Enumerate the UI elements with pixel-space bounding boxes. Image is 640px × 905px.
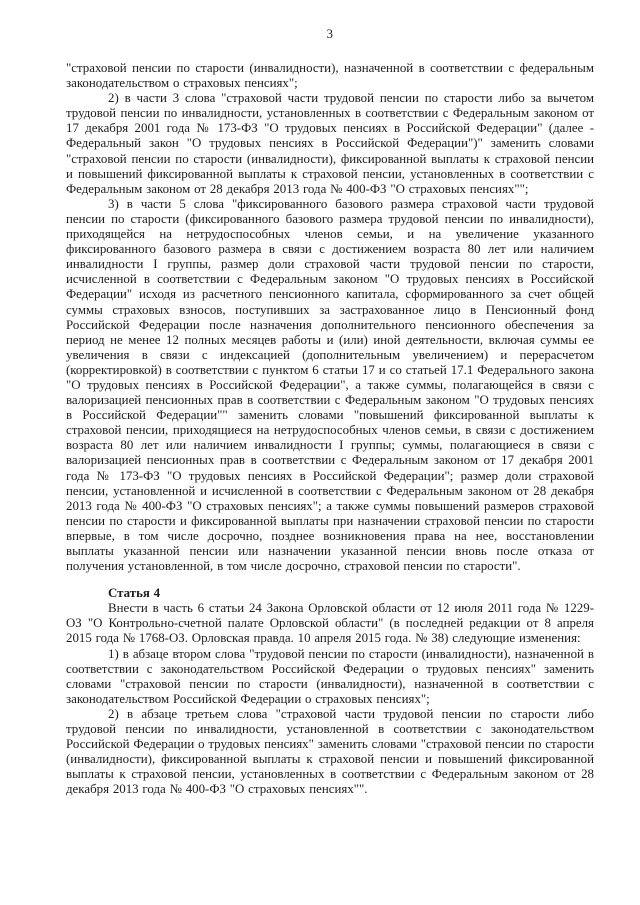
paragraph: 3) в части 5 слова "фиксированного базового размера страховой части трудовой пенсии по старости (фиксированного базового размера трудовой пенсии по инвалидности), приходящейся на нетрудоспособных членов семьи, и на увеличение указанного фиксированного базового размера в связи с достижением возраста 80 лет или наличием инвалидности I группы, размер доли страховой части трудовой пенсии по старости, исчисленной в соответствии с Федеральным законом "О трудовых пенсиях в Российской Федерации" исходя из расчетного пенсионного капитала, сформированного за счет общей суммы страховых взносов, поступивших за застрахованное лицо в Пенсионный фонд Российской Федерации после назначения дополнительного пенсионного обеспечения за период не менее 12 полных месяцев работы и (или) иной деятельности, включая суммы ее увеличения в связи с индексацией (дополнительным увеличением) и перерасчетом (корректировкой) в соответствии с пунктом 6 статьи 17 и со статьей 17.1 Федерального закона "О трудовых пенсиях в Российской Федерации", а также суммы, полагающейся в связи с валоризацией пенсионных прав в соответствии с Федеральным законом "О трудовых пенсиях в Российской Федерации"" заменить словами "повышений фиксированной выплаты к страховой пенсии, приходящиеся на нетрудоспособных членов семьи, в связи с достижением возраста 80 лет или наличием инвалидности I группы; суммы, полагающиеся в связи с валоризацией пенсионных прав в соответствии с Федеральным законом от 17 декабря 2001 года № 173-ФЗ "О трудовых пенсиях в Российской Федерации"; размер доли страховой пенсии, установленной и исчисленной в соответствии с Федеральным законом от 28 декабря 2013 года № 400-ФЗ "О страховых пенсиях"; а также суммы повышений размеров страховой пенсии по старости и фиксированной выплаты при назначении страховой пенсии по старости впервые, в том числе досрочно, позднее возникновения права на нее, восстановлении выплаты указанной пенсии или назначении указанной пенсии вновь после отказа от получения установленной, в том числе досрочно, страховой пенсии по старости". xyxy=(66,196,594,574)
paragraph: 1) в абзаце втором слова "трудовой пенсии по старости (инвалидности), назначенной в соответствии с законодательством Российской Федерации о трудовых пенсиях" заменить словами "страховой пенсии по старости (инвалидности), назначенной в соответствии с законодательством Российской Федерации о страховых пенсиях"; xyxy=(66,646,594,706)
paragraph: 2) в абзаце третьем слова "страховой части трудовой пенсии по старости либо трудовой пенсии по инвалидности, установленной в соответствии с законодательством Российской Федерации о трудовых пенсиях" заменить словами "страховой пенсии по старости (инвалидности), фиксированной выплаты к страховой пенсии и повышений фиксированной выплаты к страховой пенсии, установленных в соответствии с Федеральным законом от 28 декабря 2013 года № 400-ФЗ "О страховых пенсиях"". xyxy=(66,706,594,797)
paragraph: Внести в часть 6 статьи 24 Закона Орловской области от 12 июля 2011 года № 1229-ОЗ "О Контрольно-счетной палате Орловской области" (в последней редакции от 8 апреля 2015 года № 1768-ОЗ. Орловская правда. 10 апреля 2015 года. № 38) следующие изменения: xyxy=(66,601,594,646)
page-number: 3 xyxy=(326,26,334,41)
paragraph: "страховой пенсии по старости (инвалидности), назначенной в соответствии с федеральным законодательством о страховых пенсиях"; xyxy=(66,61,594,91)
document-body xyxy=(66,61,594,798)
paragraph: 2) в части 3 слова "страховой части трудовой пенсии по старости либо за вычетом трудовой пенсии по инвалидности, установленных в соответствии с Федеральным законом от 17 декабря 2001 года № 173-ФЗ "О трудовых пенсиях в Российской Федерации" (далее - Федеральный закон "О трудовых пенсиях в Российской Федерации")" заменить словами "страховой пенсии по старости (инвалидности), фиксированной выплаты к страховой пенсии и повышений фиксированной выплаты к страховой пенсии, установленных в соответствии с Федеральным законом от 28 декабря 2013 года № 400-ФЗ "О страховых пенсиях""; xyxy=(66,91,594,196)
paragraph: Статья 4 xyxy=(108,586,161,601)
